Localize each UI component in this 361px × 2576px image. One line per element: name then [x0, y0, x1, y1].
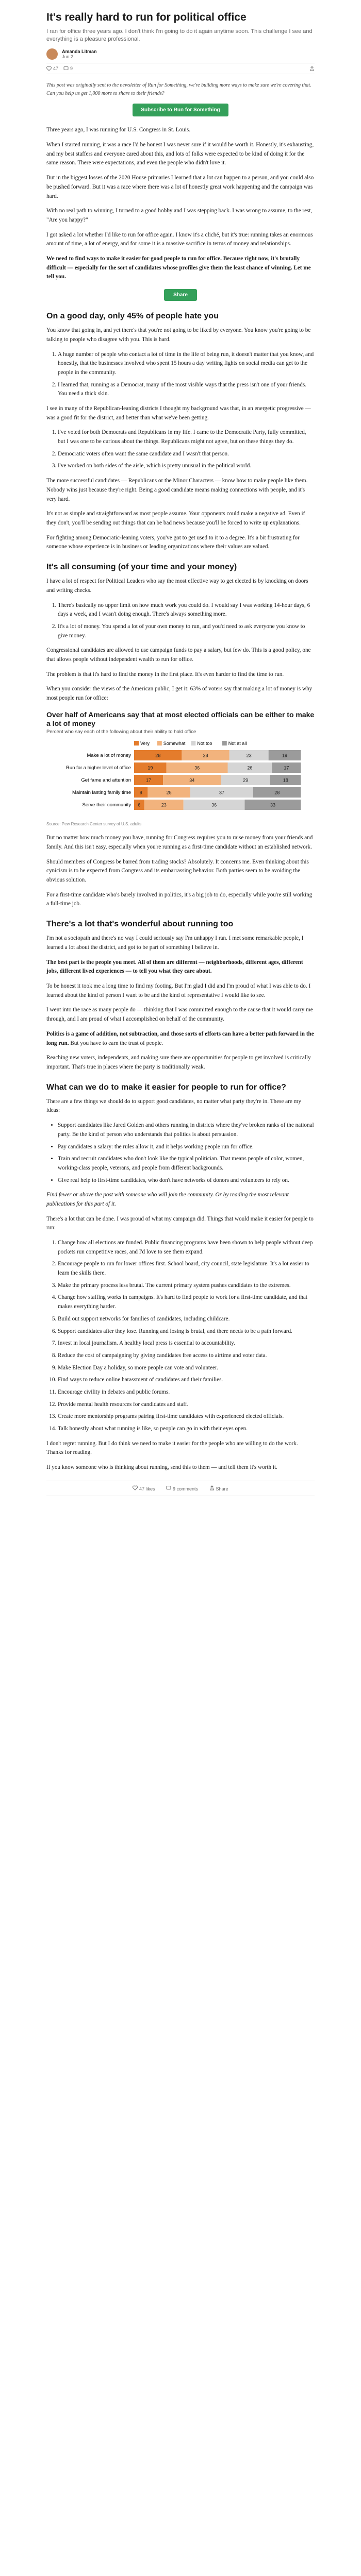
paragraph: Congressional candidates are allowed to use campaign funds to pay a salary, but few do. This is a good policy, one that allows people without independent wealth to run for office.	[46, 647, 311, 663]
share-icon	[309, 66, 315, 71]
legend-label: Not too	[197, 741, 212, 747]
paragraph: I see in many of the Republican-leaning districts I thought my background was that, in an energetic progressive — was a good fit for the district, and better than what we've been getting.	[46, 405, 311, 421]
numbered-list	[46, 428, 315, 471]
comment-icon	[166, 1485, 171, 1490]
list-item: 10. Find ways to reduce online harassment of candidates and their families.	[58, 1376, 315, 1385]
paragraph: There's a lot that can be done. I was proud of what my campaign did. Things that would make it easier for people to run:	[46, 1215, 314, 1231]
paragraph: For a first-time candidate who's barely involved in politics, it's a big job to do, especially while you're still working a full-time job.	[46, 891, 313, 907]
list-item: • Train and recruit candidates who don't look like the typical politician. That means people of color, women, working-class people, veterans, and people from different backgrounds.	[58, 1155, 315, 1173]
bar-value-label: 18	[283, 777, 288, 783]
list-item: 7. Invest in local journalism. A healthy local press is essential to accountability.	[58, 1339, 315, 1348]
subscribe-button[interactable]: Subscribe to Run for Something	[133, 104, 228, 116]
article-title: It's really hard to run for political office	[46, 11, 247, 23]
paragraph: With no real path to winning, I turned to a good hobby and I was stepping back. I was wrong to assume, to the rest, "Are you happy?"	[46, 208, 313, 223]
list-item: 14. Talk honestly about what running is like, so people can go in with their eyes open.	[58, 1425, 315, 1434]
bullet-list	[46, 1121, 315, 1185]
paragraph: But no matter how much money you have, running for Congress requires you to raise money from your friends and family. And this isn't easy, especially when you're running as a first-time candidate without an established network.	[46, 835, 313, 851]
author-avatar[interactable]	[46, 48, 58, 60]
bar-value-label: 8	[139, 790, 142, 795]
intro-note: This post was originally sent to the newsletter of Run for Something, we're building more ways to make sure we're covering that. Can you help us get 1,000 more to share to their friends?	[46, 82, 311, 96]
paragraph: I went into the race as many people do — thinking that I was committed enough to the cause that it would carry me through, and I am proud of what I accomplished on behalf of the community.	[46, 1007, 313, 1023]
paragraph: I don't regret running. But I do think we need to make it easier for the people who are willing to do the work. Thanks for reading.	[46, 1440, 298, 1456]
comment-icon	[63, 66, 69, 71]
paragraph: I'm not a sociopath and there's no way I could seriously say I'm unhappy I ran. I met some remarkable people, I learned a lot about the district, and got to be part of something I believe in.	[46, 935, 304, 951]
byline	[46, 48, 315, 60]
paragraph: Reaching new voters, independents, and making sure there are opportunities for people to get involved is critically important. That's true in places where the party is traditionally weak.	[46, 1055, 311, 1070]
post-footer	[46, 1481, 315, 1496]
article-page	[46, 0, 315, 1496]
paragraph: But in the biggest losses of the 2020 House primaries I learned that a lot can happen to a person, and you could also be pushed forward. But it was a race where there was a lot of honestly great work happening and the campaign was hard.	[46, 175, 314, 199]
bar-value-label: 37	[219, 790, 224, 795]
bar-value-label: 19	[282, 753, 288, 758]
share-button[interactable]: Share	[164, 289, 197, 301]
list-item: 1. Change how all elections are funded. Public financing programs have been shown to help people without deep pockets run competitive races, and I'd love to see them expand.	[58, 1239, 315, 1257]
section-heading: There's a lot that's wonderful about running too	[46, 920, 234, 929]
list-item: 4. Change how staffing works in campaigns. It's hard to find people to work for a first-time candidate, and that makes everything harder.	[58, 1293, 315, 1311]
bar-value-label: 17	[146, 777, 152, 783]
section-heading: On a good day, only 45% of people hate you	[46, 312, 219, 321]
list-item: 2. It's a lot of money. You spend a lot of your own money to run, and you'd need to ask everyone you know to give money.	[58, 622, 315, 640]
chart	[46, 739, 315, 819]
article-subtitle: I ran for office three years ago. I don't think I'm going to do it again anytime soon. This challenge I see and everything is a pleasure professional.	[46, 28, 313, 42]
heart-icon	[46, 66, 52, 71]
list-item: 2. Democratic voters often want the same candidate and I wasn't that person.	[58, 450, 315, 459]
legend-swatch	[134, 741, 139, 745]
numbered-list	[46, 601, 315, 641]
paragraph: There are a few things we should do to support good candidates, no matter what party they're in. These are my ideas:	[46, 1098, 301, 1114]
list-item: 8. Reduce the cost of campaigning by giving candidates free access to airtime and voter data.	[58, 1351, 315, 1361]
bar-value-label: 29	[243, 777, 249, 783]
paragraph: It's not as simple and straightforward as most people assume. Your opponents could make a negative ad. Even if they don't, you'll be sending out things that can be bad news because you'll be forced to write up explanations.	[46, 511, 305, 526]
comment-count: 9	[70, 65, 73, 71]
list-item: 2. I learned that, running as a Democrat, many of the most visible ways that the press isn't one of your friends. You need a thick skin.	[58, 381, 315, 399]
paragraph: Politics is a game of addition, not subtraction, and those sorts of efforts can have a better path forward in the long run. But you have to earn the trust of people.	[46, 1030, 314, 1046]
share-button-top[interactable]	[309, 66, 315, 71]
bar-value-label: 23	[161, 802, 167, 808]
footer-comment-button[interactable]: 9 comments	[166, 1485, 198, 1492]
bar-value-label: 26	[247, 765, 253, 771]
list-item: 12. Provide mental health resources for candidates and staff.	[58, 1400, 315, 1410]
heart-icon	[133, 1485, 138, 1490]
bar-value-label: 34	[189, 777, 195, 783]
list-item: 1. I've voted for both Democrats and Republicans in my life. I came to the Democratic Party, fully committed, but I was one to be curious about the things. Republicans might not agree, but on these things they do.	[58, 428, 315, 446]
list-item: 5. Build out support networks for families of candidates, including childcare.	[58, 1315, 315, 1324]
bar-value-label: 33	[270, 802, 275, 808]
paragraph: When you consider the views of the American public, I get it: 63% of voters say that making a lot of money is why most people run for office:	[46, 686, 313, 702]
paragraph: Find fewer or above the post with someone who will join the community. Or by reading the most relevant publications for this part of it.	[46, 1192, 289, 1207]
share-icon	[209, 1485, 215, 1490]
list-item: 6. Support candidates after they lose. Running and losing is brutal, and there needs to be a path forward.	[58, 1327, 315, 1336]
paragraph: To be honest it took me a long time to find my footing. But I'm glad I did and I'm proud of what I was able to do. I learned about the kind of person I want to be and the kind of representative I would like to see.	[46, 983, 311, 998]
category-label: Maintain lasting family time	[72, 790, 131, 796]
paragraph: Should members of Congress be barred from trading stocks? Absolutely. It concerns me. Even thinking about this cynicism is to be expected from Congress and its embarrassing behavior. Both parties seem to be avoiding the obvious solution.	[46, 858, 309, 884]
list-item: 3. Make the primary process less brutal. The current primary system pushes candidates to the extremes.	[58, 1281, 315, 1291]
section-heading: It's all consuming (of your time and your money)	[46, 562, 237, 571]
bar-value-label: 28	[155, 753, 161, 758]
category-label: Run for a higher level of office	[65, 765, 131, 771]
paragraph: The more successful candidates — Republicans or the Minor Characters — know how to make people like them. Nobody wins just because they're right. Being a good candidate means making connections with people, and it's very hard.	[46, 478, 308, 502]
bar-value-label: 25	[166, 790, 172, 795]
bar-value-label: 28	[203, 753, 208, 758]
author-name[interactable]: Amanda Litman	[62, 48, 97, 54]
numbered-list	[46, 350, 315, 399]
list-item: 11. Encourage civility in debates and public forums.	[58, 1388, 315, 1397]
legend-label: Very	[140, 741, 150, 747]
like-count: 47	[53, 65, 59, 71]
publish-date: Jun 2	[62, 54, 74, 59]
section-heading: What can we do to make it easier for people to run for office?	[46, 1082, 286, 1092]
paragraph: You know that going in, and yet there's that you're not going to be liked by everyone. You know you're going to be talking to people who disagree with you. This is hard.	[46, 327, 311, 343]
list-item: 1. A huge number of people who contact a lot of time in the life of being run, it doesn't matter that you know, and honestly, that the businesses involved who spent 15 hours a day writing fights on social media can get to the people in the community.	[58, 350, 315, 378]
list-item: • Give real help to first-time candidates, who don't have networks of donors and volunteers to rely on.	[58, 1176, 315, 1185]
paragraph: When I started running, it was a race I'd be honest I was never sure if it would be worth it. Honestly, it's exhausting, and my best staffers and everyone cared about this, and lots of folks were expected to be kind of doing it for the same reason. There were expectations, and even the people who didn't love it.	[46, 142, 314, 166]
list-item: 3. I've worked on both sides of the aisle, which is pretty unusual in the political world.	[58, 462, 315, 471]
list-item: • Support candidates like Jared Golden and others running in districts where they've broken ranks of the national party. Be the kind of person who understands that politics is about persuasion.	[58, 1121, 315, 1139]
list-item: • Pay candidates a salary: the rules allow it, and it helps working people run for office.	[58, 1143, 315, 1152]
share-box	[46, 289, 315, 301]
bar-value-label: 19	[147, 765, 153, 771]
numbered-list	[46, 1239, 315, 1434]
category-label: Make a lot of money	[87, 753, 131, 759]
paragraph: For fighting among Democratic-leaning voters, you've got to get used to it to a degree. It's a bit frustrating for someone whose experience is in business or leading organizations where their values are valued.	[46, 534, 300, 550]
footer-share-button[interactable]: Share	[209, 1485, 228, 1492]
footer-like-button[interactable]: 47 likes	[133, 1485, 155, 1492]
comment-button[interactable]	[63, 66, 73, 71]
stacked-bar-chart	[46, 739, 315, 816]
list-item: 2. Encourage people to run for lower offices first. School board, city council, state legislature. It's a lot easier to learn the skills there.	[58, 1260, 315, 1278]
subscribe-box	[46, 104, 315, 116]
paragraph: The best part is the people you meet. All of them are different — neighborhoods, different ages, different jobs, different lived experiences — to tell you what they care about.	[46, 959, 303, 975]
legend-label: Not at all	[228, 741, 247, 747]
action-bar	[46, 63, 315, 74]
list-item: 9. Make Election Day a holiday, so more people can vote and volunteer.	[58, 1364, 315, 1373]
chart-title: Over half of Americans say that at most elected officials can be either to make a lot of money	[46, 710, 315, 727]
chart-source: Source: Pew Research Center survey of U.S. adults	[46, 822, 142, 827]
legend-swatch	[157, 741, 162, 745]
paragraph: The problem is that it's hard to find the money in the first place. It's even harder to find the time to run.	[46, 671, 284, 677]
like-button[interactable]	[46, 66, 58, 71]
legend-label: Somewhat	[163, 741, 186, 747]
bar-value-label: 36	[211, 802, 217, 808]
paragraph: We need to find ways to make it easier for good people to run for office. Because right now, it's brutally difficult — especially for the sort of candidates whose profiles give them the least chance of winning. Let me tell you.	[46, 255, 311, 280]
list-item: 1. There's basically no upper limit on how much work you could do. I would say I was working 14-hour days, 6 days a week, and I wasn't doing enough. There's always something more.	[58, 601, 315, 619]
paragraph: I have a lot of respect for Political Leaders who say the most effective way to get elected is by knocking on doors and writing checks.	[46, 578, 308, 594]
bar-value-label: 6	[138, 802, 141, 808]
bar-value-label: 28	[274, 790, 280, 795]
legend-swatch	[191, 741, 195, 745]
bar-value-label: 36	[194, 765, 200, 771]
category-label: Serve their community	[82, 802, 131, 808]
legend-swatch	[222, 741, 227, 745]
paragraph: I got asked a lot whether I'd like to run for office again. I know it's a cliché, but it's true: running takes an enormous amount of time, a lot of energy, and for some it is a massive sacrifice in terms of money and relationships.	[46, 231, 313, 247]
paragraph: If you know someone who is thinking about running, send this to them — and tell them it's worth it.	[46, 1464, 277, 1471]
list-item: 13. Create more mentorship programs pairing first-time candidates with experienced elected officials.	[58, 1412, 315, 1421]
bar-value-label: 23	[246, 753, 252, 758]
category-label: Get fame and attention	[81, 777, 131, 784]
bar-value-label: 17	[284, 765, 289, 771]
chart-subtitle: Percent who say each of the following about their ability to hold office	[46, 729, 196, 735]
paragraph: Three years ago, I was running for U.S. Congress in St. Louis.	[46, 127, 191, 133]
